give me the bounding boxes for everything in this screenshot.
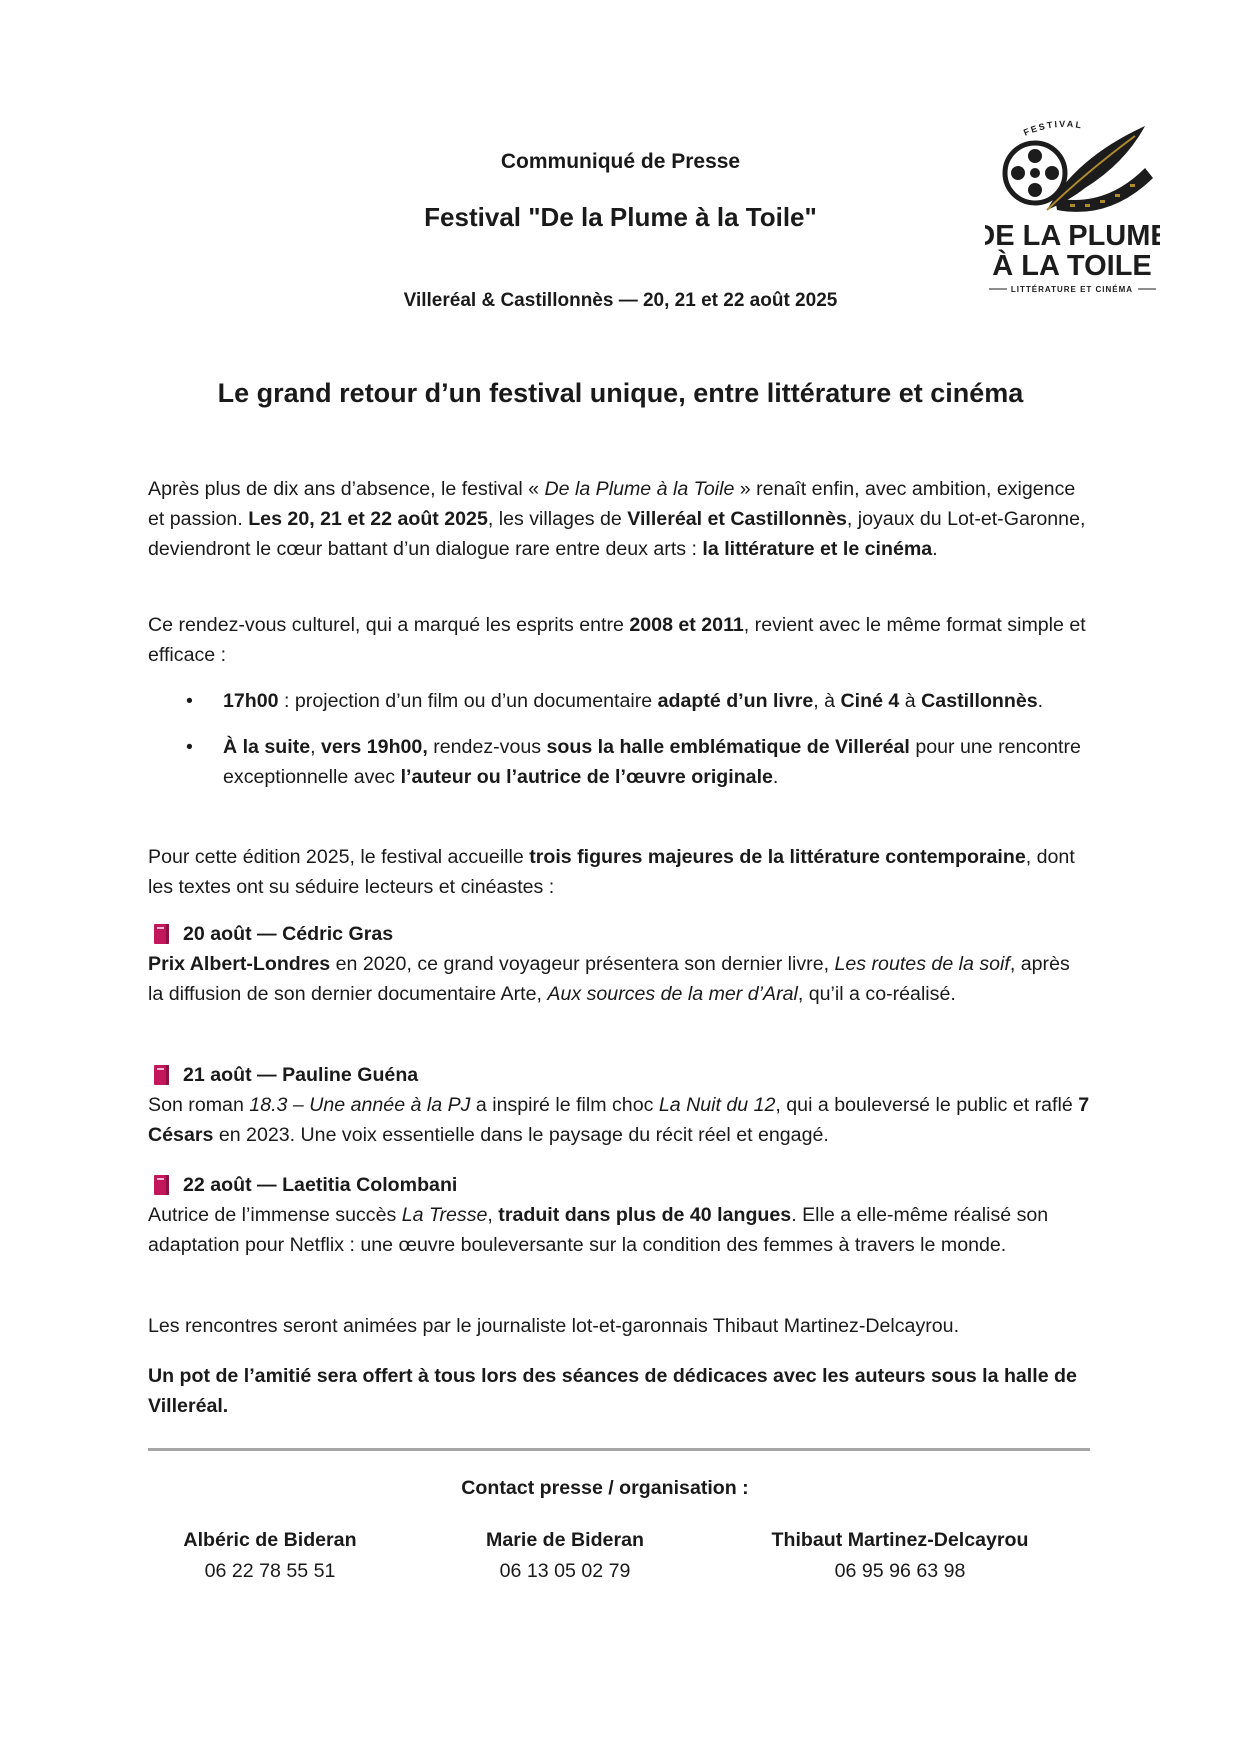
guest-book-title: Les routes de la soif <box>834 953 1010 975</box>
contact-phone: 06 13 05 02 79 <box>499 1560 631 1582</box>
logo-top-text: FESTIVAL <box>1021 118 1084 138</box>
headline: Le grand retour d’un festival unique, entre littérature et cinéma <box>217 378 1024 408</box>
intro-text: Après plus de dix ans d’absence, le festival « <box>148 478 545 500</box>
guest-book-title: La Tresse <box>401 1204 488 1226</box>
logo-tagline: LITTÉRATURE ET CINÉMA <box>1010 285 1134 294</box>
guests-intro-paragraph <box>148 842 1090 902</box>
contact-name: Thibaut Martinez-Delcayrou <box>771 1529 1029 1551</box>
guest-text: , après la diffusion de son dernier documentaire Arte, <box>148 953 1070 1005</box>
festival-logo <box>985 118 1160 308</box>
program-list <box>148 686 1090 808</box>
guest-film-title: La Nuit du 12 <box>658 1094 776 1116</box>
film-reel-icon <box>1005 143 1065 203</box>
guest-block-guena <box>148 1060 1090 1150</box>
intro-text: , les villages de <box>487 508 628 530</box>
guest-translations: traduit dans plus de 40 langues <box>498 1204 792 1226</box>
intro-text: » renaît enfin, avec ambition, exigence et passion. <box>148 478 1076 530</box>
intro-festival-name: De la Plume à la Toile <box>544 478 735 500</box>
bullet-emphasis: adapté d’un livre <box>657 690 814 712</box>
book-icon <box>154 924 169 944</box>
festival-dates: Villeréal & Castillonnès — 20, 21 et 22 août 2025 <box>403 290 838 311</box>
contact-name: Albéric de Bideran <box>183 1529 357 1551</box>
guest-book-title: 18.3 – Une année à la PJ <box>249 1094 471 1116</box>
guest-text: Son roman <box>148 1094 250 1116</box>
bullet-emphasis: À la suite <box>223 736 311 758</box>
guest-block-colombani <box>148 1170 1090 1260</box>
guest-text: , <box>487 1204 499 1226</box>
list-item <box>148 686 1090 716</box>
festival-logo-graphic <box>985 118 1160 308</box>
guests-intro-text: Pour cette édition 2025, le festival accueille <box>148 846 530 868</box>
divider <box>148 1448 1090 1451</box>
guest-text: a inspiré le film choc <box>470 1094 659 1116</box>
bullet-text: : projection d’un film ou d’un documentaire <box>278 690 658 712</box>
history-paragraph <box>148 610 1090 670</box>
meeting-venue: sous la halle emblématique de Villeréal <box>546 736 910 758</box>
guest-awards: 7 Césars <box>148 1094 1090 1146</box>
guest-text: en 2023. Une voix essentielle dans le paysage du récit réel et engagé. <box>213 1124 829 1146</box>
guest-block-gras <box>148 919 1090 1009</box>
history-years: 2008 et 2011 <box>629 614 744 636</box>
guest-heading: 21 août — Pauline Guéna <box>183 1064 419 1086</box>
screening-time: 17h00 <box>223 690 279 712</box>
intro-dates: Les 20, 21 et 22 août 2025 <box>248 508 488 530</box>
bullet-text: . <box>772 766 779 788</box>
document-kicker: Communiqué de Presse <box>500 150 741 173</box>
guests-intro-text: , dont les textes ont su séduire lecteurs et cinéastes : <box>148 846 1075 898</box>
guest-heading: 20 août — Cédric Gras <box>183 923 394 945</box>
cinema-name: Ciné 4 <box>840 690 900 712</box>
bullet-text: rendez-vous <box>427 736 547 758</box>
bullet-text: à <box>899 690 922 712</box>
bullet-text: . <box>1037 690 1044 712</box>
moderator-paragraph: Les rencontres seront animées par le journaliste lot-et-garonnais Thibaut Martinez-Delcayrou. <box>148 1315 960 1337</box>
intro-villages: Villeréal et Castillonnès <box>627 508 847 530</box>
meeting-time: vers 19h00, <box>321 736 428 758</box>
bullet-text: , à <box>813 690 841 712</box>
logo-line-1: E LA PLUME <box>995 220 1160 252</box>
guest-text: , qu’il a co-réalisé. <box>797 983 956 1005</box>
history-text: Ce rendez-vous culturel, qui a marqué les esprits entre <box>148 614 630 636</box>
book-icon <box>154 1065 169 1085</box>
contact-card <box>455 1525 675 1587</box>
guest-text: en 2020, ce grand voyageur présentera son dernier livre, <box>330 953 835 975</box>
contact-phone: 06 95 96 63 98 <box>834 1560 966 1582</box>
book-icon <box>154 1175 169 1195</box>
intro-arts: la littérature et le cinéma <box>702 538 933 560</box>
history-text: , revient avec le même format simple et efficace : <box>148 614 1086 666</box>
reception-paragraph: Un pot de l’amitié sera offert à tous lors des séances de dédicaces avec les auteurs sous la halle de Villeréal. <box>148 1365 1077 1417</box>
contact-card <box>160 1525 380 1587</box>
guest-heading: 22 août — Laetitia Colombani <box>183 1174 458 1196</box>
contact-title: Contact presse / organisation : <box>461 1477 749 1499</box>
contact-name: Marie de Bideran <box>486 1529 644 1551</box>
cinema-town: Castillonnès <box>921 690 1038 712</box>
intro-text: . <box>932 538 938 560</box>
list-item <box>148 732 1090 792</box>
guest-text: , qui a bouleversé le public et raflé <box>775 1094 1079 1116</box>
intro-text: , joyaux du Lot-et-Garonne, deviendront le cœur battant d’un dialogue rare entre deux arts : <box>148 508 1086 560</box>
logo-line-2: À LA TOILE <box>992 250 1152 282</box>
guest-award: Prix Albert-Londres <box>148 953 331 975</box>
guest-text: Autrice de l’immense succès <box>148 1204 402 1226</box>
guest-film-title: Aux sources de la mer d’Aral <box>547 983 798 1005</box>
guests-intro-emphasis: trois figures majeures de la littérature contemporaine <box>529 846 1026 868</box>
bullet-text: pour une rencontre exceptionnelle avec <box>223 736 1081 788</box>
svg-text:FESTIVAL <box>1022 119 1084 138</box>
contact-phone: 06 22 78 55 51 <box>204 1560 336 1582</box>
intro-paragraph <box>148 474 1090 564</box>
contact-card <box>750 1525 1050 1587</box>
bullet-marker: • <box>186 736 193 758</box>
bullet-marker: • <box>186 690 193 712</box>
bullet-text: , <box>310 736 322 758</box>
bullet-emphasis: l’auteur ou l’autrice de l’œuvre originale <box>400 766 773 788</box>
guest-text: . Elle a elle-même réalisé son adaptation pour Netflix : une œuvre bouleversante sur la condition des femmes à travers le monde. <box>148 1204 1049 1256</box>
festival-title: Festival "De la Plume à la Toile" <box>424 202 817 232</box>
